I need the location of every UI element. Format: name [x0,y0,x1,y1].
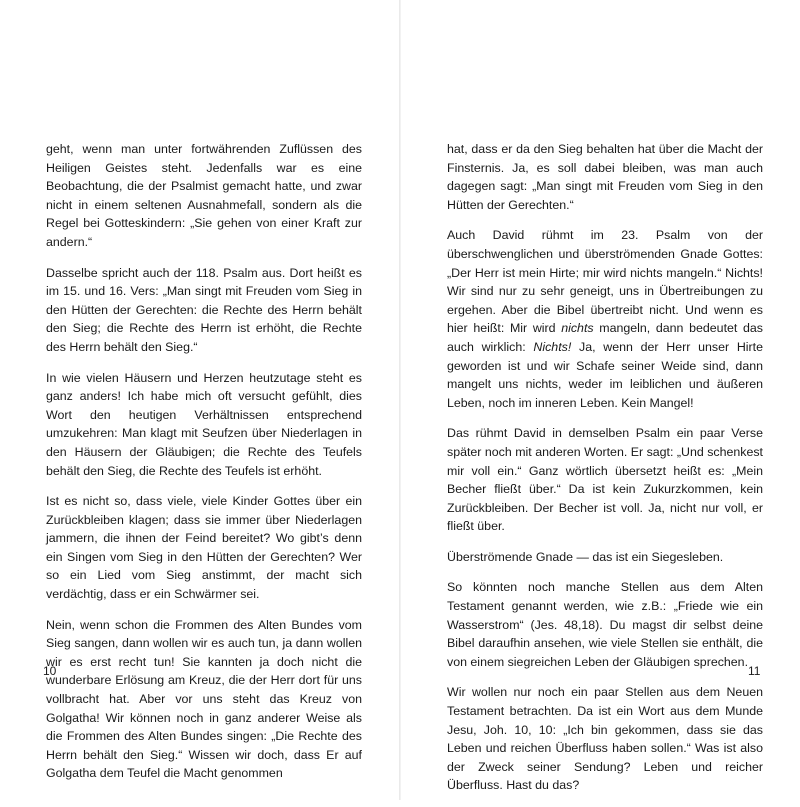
paragraph [447,226,763,412]
paragraph: Wir wollen nur noch ein paar Stellen aus dem Neuen Testament betrachten. Da ist ein Wort aus dem Munde Jesu, Joh. 10, 10: „Ich bin gekommen, dass sie das Leben und reichen Überfluss haben sollen.“ Was ist also der Zweck seiner Sendung? Leben und reicher Überfluss. Hast du das? [447,685,763,793]
paragraph: Überströmende Gnade — das ist ein Siegesleben. [447,549,724,564]
emphasis: Nichts! [533,339,572,354]
paragraph: So könnten noch manche Stellen aus dem Alten Testament genannt werden, wie z.B.: „Friede wie ein Wasserstrom“ (Jes. 48,18). Du magst dir selbst deine Bibel daraufhin ansehen, wie viele Stellen sie enthält, die von einem siegreichen Leben der Gläubigen sprechen. [447,580,763,669]
paragraph: Dasselbe spricht auch der 118. Psalm aus. Dort heißt es im 15. und 16. Vers: „Man singt mit Freuden vom Sieg in den Hütten der Gerechten: die Rechte des Herrn behält den Sieg; die Rechte des Herrn ist erhöht, die Rechte des Herrn behält den Sieg.“ [46,265,362,354]
text-run: Ja, wenn der Herr unser Hirte geworden ist und wir Schafe seiner Weide sind, dann mangelt uns nichts, weder im leiblichen und äußeren Leben, noch im inneren Leben. Kein Mangel! [447,339,763,410]
paragraph: geht, wenn man unter fortwährenden Zuflüssen des Heiligen Geistes steht. Jedenfalls war es eine Beobachtung, die der Psalmist gemacht hatte, und zwar nicht in einem seltenen Ausnahmefall, sondern als die Regel bei Gotteskindern: „Sie gehen von einer Kraft zur andern.“ [46,142,362,249]
text-run: Auch David rühmt im 23. Psalm von der überschwenglichen und überströmenden Gnade Gottes: „Der Herr ist mein Hirte; mir wird nichts mangeln.“ Nichts! Wir sind nur zu sehr geneigt, uns in Übertreibungen zu ergehen. Aber die Bibel übertreibt nicht. Und wenn es hier heißt: Mir wird [447,228,763,336]
paragraph: In wie vielen Häusern und Herzen heutzutage steht es ganz anders! Ich habe mich oft versucht gefühlt, dies Wort den heutigen Verhältnissen entsprechend umzukehren: Man klagt mit Seufzen über Niederlagen in den Häusern der Gläubigen; die Rechte des Teufels behält den Sieg, die Rechte des Teufels ist erhöht. [46,370,362,478]
paragraph: Ist es nicht so, dass viele, viele Kinder Gottes über ein Zurückbleiben klagen; dass sie immer über Niederlagen jammern, die ihnen der Feind bereitet? Wo gibt’s denn ein Singen vom Sieg in den Hütten der Gerechten? Wer so ein Lied vom Sieg anstimmt, der macht sich verdächtig, dass er ein Schwärmer sei. [46,494,362,602]
paragraph: Das rühmt David in demselben Psalm ein paar Verse später noch mit anderen Worten. Er sagt: „Und schenkest mir voll ein.“ Ganz wörtlich übersetzt heißt es: „Mein Becher fließt über.“ Da ist kein Zukurzkommen, kein Zurückbleiben. Der Becher ist voll. Ja, nicht nur voll, er fließt über. [447,426,763,534]
page-number-right: 11 [748,664,761,678]
emphasis: nichts [561,321,594,336]
page-number-left: 10 [43,664,57,678]
left-page-text [46,140,362,795]
text-run: mangeln, dann bedeutet das auch wirklich: [447,321,763,354]
left-page [0,0,400,800]
right-page [400,0,800,800]
paragraph: Nein, wenn schon die Frommen des Alten Bundes vom Sieg sangen, dann wollen wir es auch tun, ja dann wollen wir es erst recht tun! Sie kannten ja doch nicht die wunderbare Erlösung am Kreuz, die der Herr dort für uns vollbracht hat. Aber vor uns steht das Kreuz von Golgatha! Wir können noch in ganz anderer Weise als die Frommen des Alten Bundes singen: „Die Rechte des Herrn behält den Sieg.“ Wissen wir doch, dass Er auf Golgatha dem Teufel die Macht genommen [46,617,362,781]
paragraph: hat, dass er da den Sieg behalten hat über die Macht der Finsternis. Ja, es soll dabei bleiben, was man auch dagegen sagt: „Man singt mit Freuden vom Sieg in den Hütten der Gerechten.“ [447,142,763,212]
right-page-text [447,140,763,807]
